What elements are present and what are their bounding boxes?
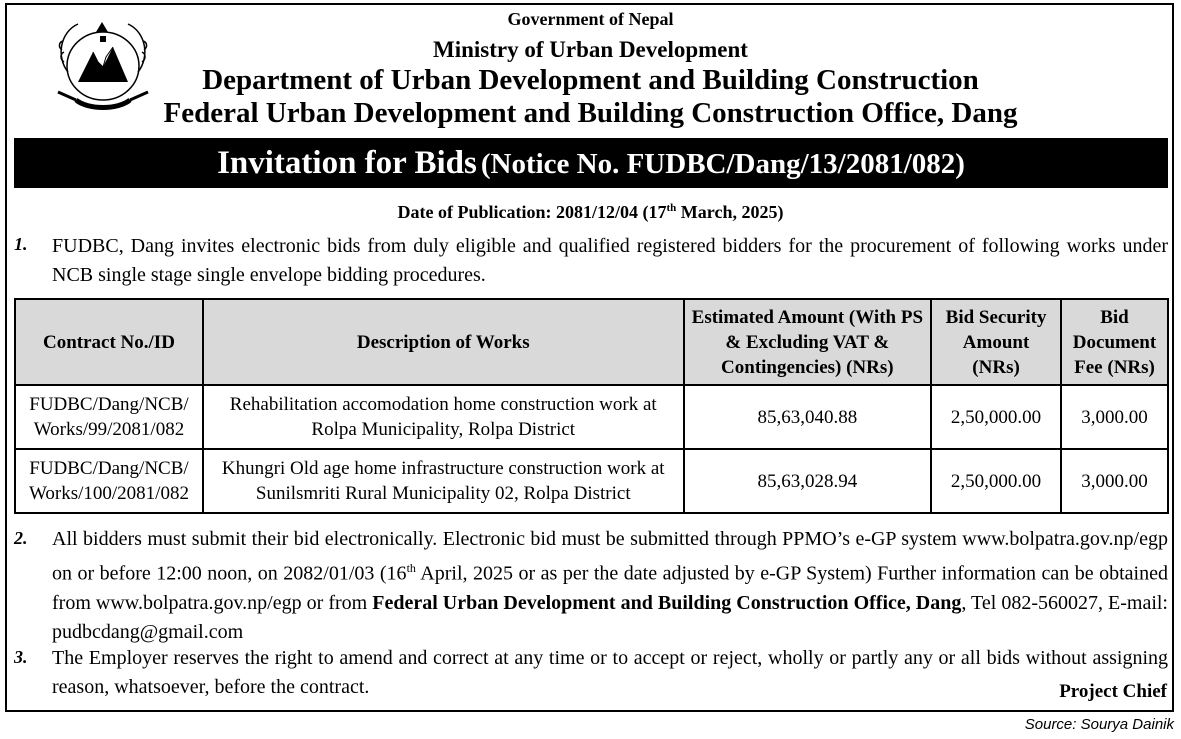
bid-security-amount: 2,50,000.00: [931, 449, 1061, 513]
bid-document-fee: 3,000.00: [1061, 449, 1168, 513]
work-description: Rehabilitation accomodation home construction work at Rolpa Municipality, Rolpa District: [203, 385, 684, 449]
work-description: Khungri Old age home infrastructure construction work at Sunilsmriti Rural Municipality 02, Rolpa District: [203, 449, 684, 513]
table-header-row: [15, 299, 1168, 385]
header-document-fee: Bid Document Fee (NRs): [1061, 299, 1168, 385]
department-heading: Department of Urban Development and Building Construction: [202, 64, 979, 96]
header-bid-security: Bid Security Amount (NRs): [931, 299, 1061, 385]
estimated-amount: 85,63,028.94: [684, 449, 932, 513]
header-description: Description of Works: [203, 299, 684, 385]
clause-3-text: The Employer reserves the right to amend and correct at any time or to accept or reject, wholly or partly any or all bids without assigning reason, whatsoever, before the contract.: [52, 647, 1168, 698]
estimated-amount: 85,63,040.88: [684, 385, 932, 449]
clause-2-text: All bidders must submit their bid electronically. Electronic bid must be submitted through PPMO’s e-GP system www.bolpatra.gov.np/egp on or before 12:00 noon, on 2082/01/03 (16th April, 2025 or as per the date adjusted by e-GP System) Further information can be obtained from www.bolpatra.gov.np/egp or from Federal Urban Development and Building Construction Office, Dang, Tel 082-560027, E-mail: pudbcdang@gmail.com: [52, 528, 1168, 643]
source-credit: Source: Sourya Dainik: [1024, 716, 1174, 733]
banner-title: Invitation for Bids: [217, 145, 477, 181]
office-heading: Federal Urban Development and Building Construction Office, Dang: [163, 97, 1018, 129]
contract-id: FUDBC/Dang/NCB/ Works/100/2081/082: [15, 449, 203, 513]
government-heading: Government of Nepal: [507, 9, 674, 29]
clause-number: 2.: [14, 528, 28, 548]
works-table: [14, 298, 1169, 514]
header-contract-no: Contract No./ID: [15, 299, 203, 385]
table-row: [15, 385, 1168, 449]
clause-1-text: FUDBC, Dang invites electronic bids from duly eligible and qualified registered bidders for the procurement of following works under NCB single stage single envelope bidding procedures.: [52, 235, 1168, 286]
bid-document-fee: 3,000.00: [1061, 385, 1168, 449]
publication-date: Date of Publication: 2081/12/04 (17th March, 2025): [397, 202, 784, 222]
contract-id: FUDBC/Dang/NCB/ Works/99/2081/082: [15, 385, 203, 449]
office-name-bold: Federal Urban Development and Building Construction Office, Dang: [372, 591, 962, 614]
title-banner: [14, 138, 1168, 188]
clause-number: 3.: [14, 647, 28, 667]
clause-number: 1.: [14, 234, 28, 254]
table-row: [15, 449, 1168, 513]
ministry-heading: Ministry of Urban Development: [433, 37, 748, 62]
banner-notice-number: (Notice No. FUDBC/Dang/13/2081/082): [480, 148, 965, 180]
signature-title: Project Chief: [1059, 681, 1167, 702]
bid-security-amount: 2,50,000.00: [931, 385, 1061, 449]
header-estimated-amount: Estimated Amount (With PS & Excluding VAT & Contingencies) (NRs): [684, 299, 932, 385]
